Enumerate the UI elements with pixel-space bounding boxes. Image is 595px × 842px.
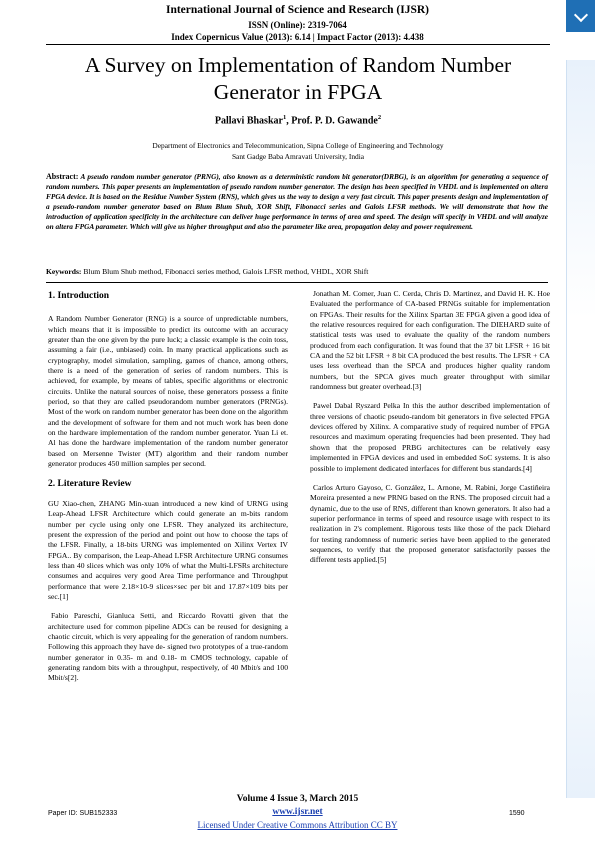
journal-issn: ISSN (Online): 2319-7064 [248, 20, 347, 30]
side-scroll-stripe [566, 60, 595, 798]
keywords-divider [46, 282, 548, 283]
keywords-text: Blum Blum Shub method, Fibonacci series method, Galois LFSR method, VHDL, XOR Shift [81, 267, 369, 276]
header-divider [46, 44, 550, 45]
keywords-label: Keywords: [46, 267, 82, 276]
footer-paper-id: Paper ID: SUB152333 [48, 810, 118, 817]
footer-url-link[interactable]: www.ijsr.net [272, 807, 323, 817]
footer-page-number: 1590 [509, 810, 525, 817]
journal-index: Index Copernicus Value (2013): 6.14 | Impact Factor (2013): 4.438 [171, 32, 424, 42]
literature-paragraph-4: Pawel Dabal Ryszard Pelka In this the author described implementation of three versions of chaotic pseudo-random bit generators in five selected FPGA devices offered by Xilinx. A comparative study of required number of FPGA resources and maximum operating frequencies had been presented. They had shown that the proposed PRBG architectures can be relatively easy implemented in FPGA devices and used in embedded SoC systems. It is also possible to implement dedicated interfaces for different bus standards.[4] [310, 401, 550, 473]
paper-title: A Survey on Implementation of Random Number Generator in FPGA [84, 53, 512, 104]
section-heading-literature-review: 2. Literature Review [48, 478, 132, 489]
right-column [310, 289, 550, 575]
author-1: Pallavi Bhaskar [214, 115, 283, 127]
affiliation-dept: Department of Electronics and Telecommunication, Sipna College of Engineering and Technology [152, 141, 444, 150]
journal-name: International Journal of Science and Research (IJSR) [165, 4, 429, 16]
footer-license-link[interactable]: Licensed Under Creative Commons Attribution CC BY [197, 820, 398, 830]
author-2-affil-mark: 2 [377, 114, 382, 121]
affiliation-university: Sant Gadge Baba Amravati University, India [231, 151, 365, 161]
left-column [48, 289, 288, 693]
author-1-affil-mark: 1 [282, 114, 287, 121]
literature-paragraph-5: Carlos Arturo Gayoso, C. González, L. Arnone, M. Rabini, Jorge Castiñeira Moreira presented a new PRNG based on the RNS. The proposed circuit had a dynamic, due to the use of RNS, different than known generators. It also had a superior performance in terms of speed and resource usage with respect to its realization in 2's complement. Rigorous tests like those of the pack Diehard for testing randomness of numeric series have been applied to the generated sequences, to verify that the proposed generator satisfactorily passes the different tests applied.[5] [310, 482, 550, 565]
footer-volume: Volume 4 Issue 3, March 2015 [236, 794, 359, 804]
intro-paragraph: A Random Number Generator (RNG) is a source of unpredictable numbers, which means that it is impossible to predict its outcome with an accuracy greater than the one given by the pure luck; a classic example is the coin toss, assuming a fair (i.e., unbiased) coin. In many practical applications such as cryptography, model simulation, sampling, games of chance, among others, there is a need of the generation of series of random numbers. This is achieved, for example, by means of tables, specific algorithms or electronic circuits. Unlike the natural sources of noise, these generators possess a finite period, so that they are called pseudorandom number generators (PRNGs). Most of the work on random number generator has been done on the algorithm and the development of software for them and not much work has been done on the hardware implementation of the random number generator. Yuan Li et. Al has done the hardware implementation of the random number generator based on Mersenne Twister (MT) algorithm and their random number generator produces 450 million samples per second. [48, 314, 288, 469]
author-2: , Prof. P. D. Gawande [286, 115, 378, 127]
literature-paragraph-3: Jonathan M. Comer, Juan C. Cerda, Chris D. Martinez, and David H. K. Hoe Evaluated the performance of CA-based PRNGs suitable for implementation on FPGAs. Their results for the Xilinx Spartan 3E FPGA given a good idea of the relative resources required for each configuration. The DIEHARD suite of statistical tests was used to evaluate the quality of the random numbers produced from each configuration. It was found that the 37 bit LFSR + 16 bit CA and the 52 bit LFSR + 8 bit CA produced the best results. The LFSR + CA uses less overhead than the SPCA and produces higher quality random numbers, but the SPCA gives much greater throughput with similar randomness but greater overhead.[3] [310, 289, 550, 392]
literature-paragraph-1: GU Xiao-chen, ZHANG Min-xuan introduced a new kind of URNG using Leap-Ahead LFSR Architecture which could generate an m-bits random number per cycle using only one LFSR. They analyzed its architecture, present the expression of the period and point out how to choose the taps of the LFSR. Finally, a 18-bits URNG was implemented on Xilinx Vertex IV FPGA.. By comparison, the Leap-Ahead LFSR Architecture URNG consumes less than 40 slices which was only 10% of what the Multi-LFSRs architecture consumes and acquires very good Area Time performance and Throughput performance that were 2.18×10-9 slices×sec per bit and 17.87×109 bits per sec.[1] [48, 498, 288, 601]
abstract-text: A pseudo random number generator (PRNG), also known as a deterministic random bit generator(DRBG), is an algorithm for generating a sequence of random numbers. This paper presents an implementation of pseudo random number generator. The design has been specified in VHDL and is implemented on altera FPGA device. It is based on the Residue Number System (RNS), which gives us the way to design a very fast circuit. This paper presents design and implementation of a pseudo-random number generator based on Blum Blum Shub, XOR Shift, Fibonacci series and Galois LFSR methods. We will demonstrate that how the introduction of application specificity in the architecture can deliver huge performance in terms of area and speed. The design will specify in VHDL and will analyze on altera FPGA parameter. Which will give us higher throughput and also the parameter like area, propagation delay and power requirement. [46, 172, 548, 231]
abstract [46, 172, 548, 231]
affiliation [46, 141, 550, 162]
literature-paragraph-2: Fabio Pareschi, Gianluca Setti, and Riccardo Rovatti given that the architecture used for common pipeline ADCs can be reused for designing a chaotic circuit, which is very appealing for the generation of random numbers. Following this approach they have de- signed two prototypes of a true-random number generator in 0.35- m and 0.18- m CMOS technology, capable of generating random bits with a throughput, respectively, of 40 Mbit/s and 100 Mbit/s[2]. [48, 611, 288, 683]
section-heading-introduction: 1. Introduction [48, 291, 110, 301]
paper-authors [46, 114, 550, 126]
abstract-label: Abstract: [46, 172, 79, 181]
keywords [46, 267, 548, 277]
